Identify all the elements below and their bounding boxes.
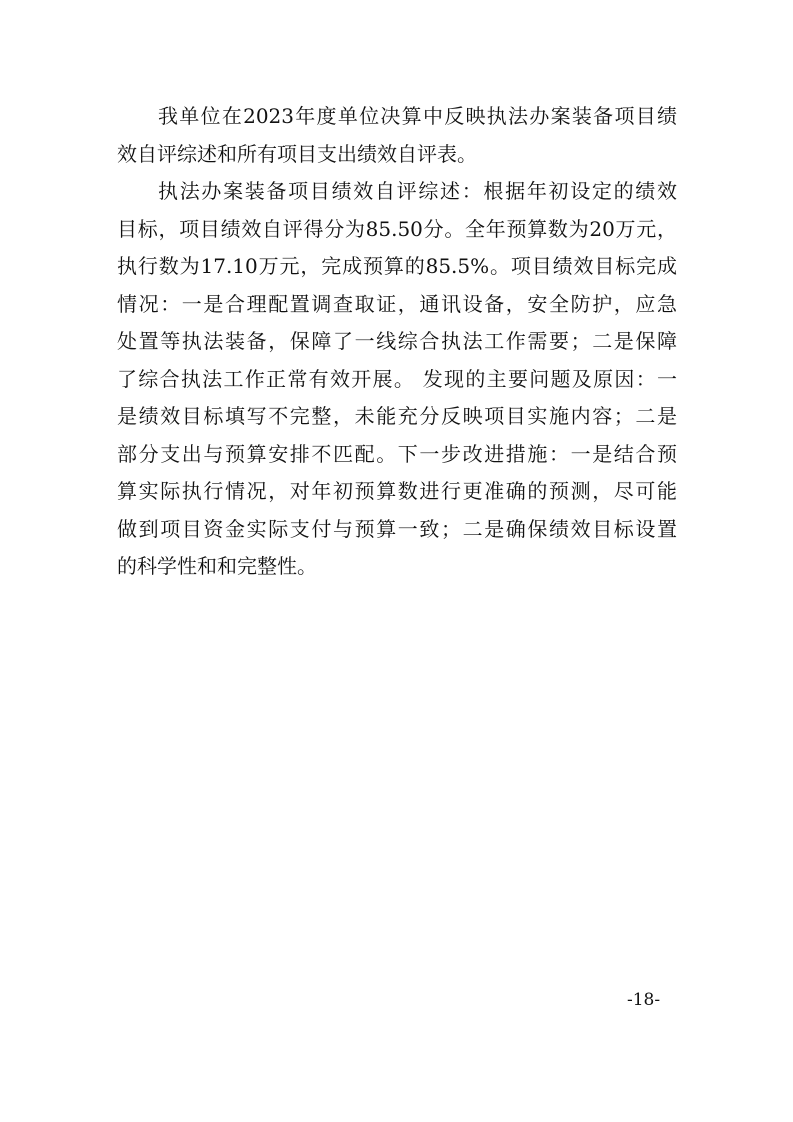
text-line: 执行数为17.10万元，完成预算的85.5%。项目绩效目标完成 (117, 254, 677, 278)
paragraph-summary (117, 173, 677, 586)
text-line: 算实际执行情况，对年初预算数进行更准确的预测，尽可能 (117, 479, 677, 503)
paragraph-intro (117, 98, 677, 173)
text-line: 效自评综述和所有项目支出绩效自评表。 (117, 141, 477, 166)
text-line: 了综合执法工作正常有效开展。 发现的主要问题及原因：一 (117, 366, 677, 391)
text-line: 我单位在2023年度单位决算中反映执法办案装备项目绩 (158, 104, 677, 128)
text-line: 做到项目资金实际支付与预算一致；二是确保绩效目标设置 (117, 516, 677, 541)
page-number: -18- (627, 990, 661, 1010)
text-line: 的科学性和和完整性。 (117, 554, 317, 578)
text-line: 处置等执法装备，保障了一线综合执法工作需要；二是保障 (117, 329, 677, 353)
text-line: 情况：一是合理配置调查取证，通讯设备，安全防护，应急 (117, 291, 677, 316)
document-body (117, 98, 677, 586)
text-line: 执法办案装备项目绩效自评综述：根据年初设定的绩效 (158, 179, 677, 203)
text-line: 是绩效目标填写不完整，未能充分反映项目实施内容；二是 (117, 404, 677, 428)
text-line: 目标，项目绩效自评得分为85.50分。全年预算数为20万元， (117, 216, 677, 241)
text-line: 部分支出与预算安排不匹配。下一步改进措施：一是结合预 (117, 441, 677, 466)
